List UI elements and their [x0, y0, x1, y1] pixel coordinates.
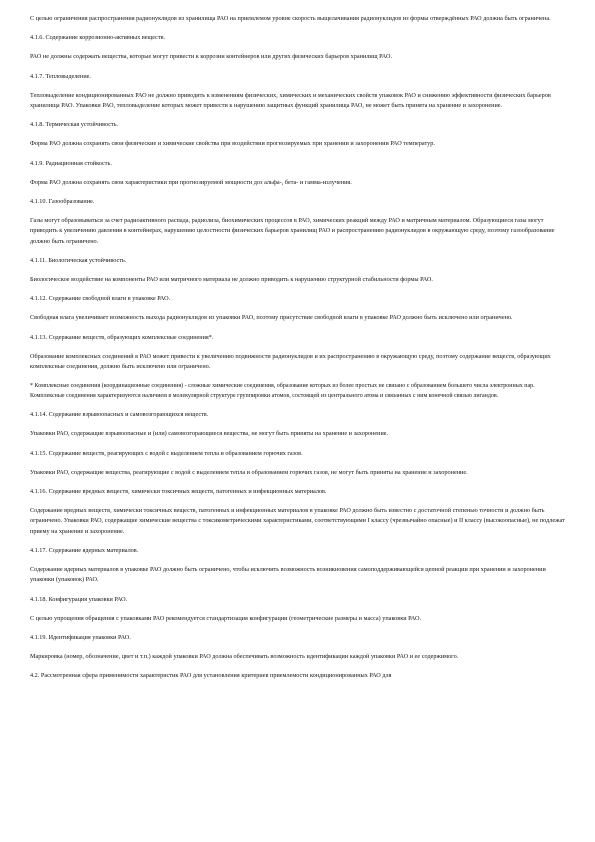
section-heading-4-1-16: 4.1.16. Содержание вредных веществ, химически токсичных веществ, патогенных и инфекционных материалов.: [30, 488, 327, 496]
paragraph-leaching: С целью ограничения распространения радионуклидов из хранилища РАО на приемлемом уровне скорость выщелачивания радионуклидов из формы отверждённых РАО должна быть ограничена.: [30, 15, 551, 22]
paragraph-package-identification: Маркировка (номер, обозначение, цвет и т.п.) каждой упаковки РАО должна обеспечивать возможность идентификации каждой упаковки РАО и ее содержимого.: [30, 653, 459, 661]
paragraph-corrosion: РАО не должны содержать вещества, которые могут привести к коррозии контейнеров или других физических барьеров хранилищ РАО.: [30, 53, 393, 61]
section-heading-4-1-12: 4.1.12. Содержание свободной влаги в упаковке РАО.: [30, 295, 171, 303]
paragraph-biological-stability: Биологическое воздействие на компоненты РАО или матричного материала не должно приводить к нарушению структурной стабильности формы РАО.: [30, 276, 433, 284]
section-heading-4-1-6: 4.1.6. Содержание коррозионно-активных веществ.: [30, 34, 166, 42]
paragraph-gas-generation: Газы могут образовываться за счет радиоактивного распада, радиолиза, биохимических процессов в РАО, химических реакций между РАО и матричным материалом. Образующиеся газы могут приводить к увеличению давления в контейнерах, нарушению целостности физических барьеров хранилищ РАО и распространению радионуклидов в окружающую среду, поэтому газообразование должно быть ограничено.: [30, 217, 555, 245]
paragraph-hazardous-substances: Содержание вредных веществ, химически токсичных веществ, патогенных и инфекционных материалов в упаковке РАО должно быть известно с достаточной степенью точности и должно быть ограничено. Упаковки РАО, содержащие химические вещества с токсикометрическими характеристиками, соответствующими I классу (чрезвычайно опасные) и II классу (высокоопасные), не подлежат приему на хранение и захоронение.: [30, 507, 565, 535]
paragraph-heat-release: Тепловыделение кондиционированных РАО не должно приводить к изменениям физических, химических и механических свойств упаковок РАО и снижению эффективности физических барьеров хранилища РАО. Упаковки РАО, тепловыделение которых может привести к нарушению защитных функций хранилища РАО, не может быть принята на хранение и захоронение.: [30, 91, 551, 110]
section-heading-4-1-13: 4.1.13. Содержание веществ, образующих комплексные соединения*.: [30, 333, 214, 341]
section-heading-4-1-8: 4.1.8. Термическая устойчивость.: [30, 121, 119, 129]
section-heading-4-1-9: 4.1.9. Радиационная стойкость.: [30, 159, 112, 167]
paragraph-water-reactive: Упаковки РАО, содержащие вещества, реагирующие с водой с выделением тепла и образованием горючих газов, не могут быть приняты на хранение и захоронение.: [30, 468, 468, 476]
section-heading-4-1-10: 4.1.10. Газообразование.: [30, 198, 95, 206]
section-heading-4-1-18: 4.1.18. Конфигурация упаковки РАО.: [30, 595, 128, 603]
paragraph-explosive-substances: Упаковки РАО, содержащие взрывоопасные и (или) самовозгорающиеся вещества, не могут быть приняты на хранение и захоронение.: [30, 430, 389, 438]
section-heading-4-1-15: 4.1.15. Содержание веществ, реагирующих с водой с выделением тепла и образованием горючих газов.: [30, 449, 303, 457]
section-heading-4-1-17: 4.1.17. Содержание ядерных материалов.: [30, 546, 139, 554]
paragraph-complex-compounds: Образование комплексных соединений в РАО может привести к увеличению подвижности радионуклидов и их распространению в окружающую среду, поэтому содержание веществ, образующих комплексные соединения, должно быть исключено или ограничено.: [30, 352, 551, 371]
section-heading-4-1-11: 4.1.11. Биологическая устойчивость.: [30, 256, 127, 264]
paragraph-free-moisture: Свободная влага увеличивает возможность выхода радионуклидов из упаковки РАО, поэтому присутствие свободной влаги в упаковке РАО должно быть исключено или ограничено.: [30, 314, 513, 322]
paragraph-radiation-resistance: Форма РАО должна сохранять свои характеристики при прогнозируемой мощности доз альфа-, бета- и гамма-излучения.: [30, 178, 352, 186]
paragraph-package-configuration: С целью упрощения обращения с упаковками РАО рекомендуется стандартизация конфигурации (геометрические размеры и масса) упаковки РАО.: [30, 614, 422, 622]
document-page: [30, 14, 570, 691]
section-heading-4-1-19: 4.1.19. Идентификация упаковки РАО.: [30, 633, 131, 641]
section-heading-4-1-7: 4.1.7. Тепловыделение.: [30, 72, 91, 80]
paragraph-section-4-2: 4.2. Рассмотренная сфера применимости характеристик РАО для установления критериев приемлемости кондиционированных РАО для: [30, 672, 392, 680]
section-heading-4-1-14: 4.1.14. Содержание взрывоопасных и самовозгорающихся веществ.: [30, 411, 209, 419]
paragraph-thermal-stability: Форма РАО должна сохранять свои физические и химические свойства при воздействии прогнозируемых при хранении и захоронении РАО температур.: [30, 140, 435, 148]
paragraph-nuclear-materials: Содержание ядерных материалов в упаковке РАО должно быть ограничено, чтобы исключить возможность возникновения самоподдерживающейся цепной реакции при хранении и захоронении упаковки (упаковок) РАО.: [30, 566, 546, 584]
footnote-complex-compounds: * Комплексные соединения (координационные соединения) - сложные химические соединения, образование которых из более простых не связано с образованием большего числа электронных пар. Комплексные соединения характеризуются наличием в молекулярной структуре группировки атомов, состоящей из центрального атома и связанных с ним конечной связью лигандов.: [30, 383, 535, 400]
